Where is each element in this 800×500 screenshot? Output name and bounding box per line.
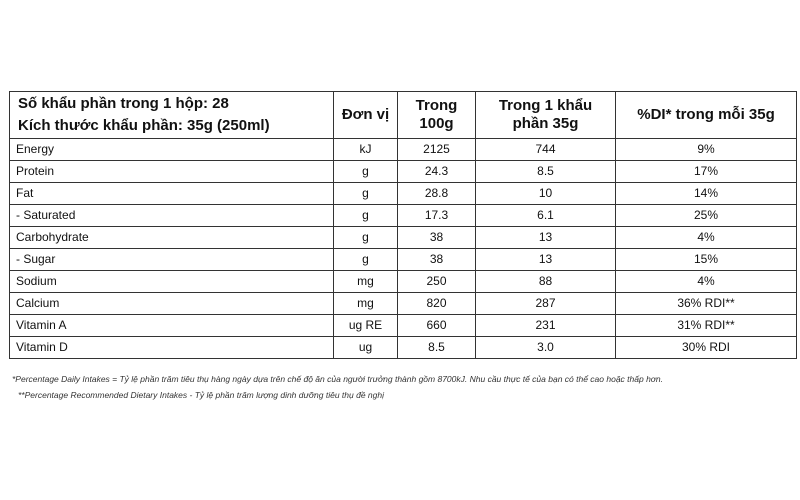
footnote-rdi: **Percentage Recommended Dietary Intakes - Tỷ lệ phần trăm lượng dinh dưỡng tiêu thụ đề nghị xyxy=(18,390,384,400)
nutrient-name: Carbohydrate xyxy=(10,227,334,249)
di-cell: 4% xyxy=(616,227,797,249)
per-serving-cell: 6.1 xyxy=(476,205,616,227)
per100g-cell: 660 xyxy=(398,315,476,337)
per-serving-cell: 8.5 xyxy=(476,161,616,183)
per-serving-cell: 10 xyxy=(476,183,616,205)
table-row xyxy=(10,205,797,227)
per-serving-cell: 3.0 xyxy=(476,337,616,359)
unit-cell: g xyxy=(334,205,398,227)
table-row xyxy=(10,315,797,337)
per-serving-cell: 88 xyxy=(476,271,616,293)
per100g-cell: 17.3 xyxy=(398,205,476,227)
nutrient-name: - Saturated xyxy=(10,205,334,227)
unit-cell: ug xyxy=(334,337,398,359)
table-row xyxy=(10,139,797,161)
nutrition-table-container xyxy=(9,91,796,359)
per-serving-header: Trong 1 khẩu phần 35g xyxy=(476,92,616,139)
table-row xyxy=(10,271,797,293)
per100g-cell: 2125 xyxy=(398,139,476,161)
di-cell: 30% RDI xyxy=(616,337,797,359)
di-cell: 9% xyxy=(616,139,797,161)
per100g-cell: 820 xyxy=(398,293,476,315)
footnote-daily-intake: *Percentage Daily Intakes = Tỷ lệ phần trăm tiêu thụ hàng ngày dựa trên chế độ ăn của người trưởng thành gồm 8700kJ. Nhu cầu thực tế của bạn có thể cao hoặc thấp hơn. xyxy=(12,374,664,384)
per100g-cell: 38 xyxy=(398,227,476,249)
unit-cell: g xyxy=(334,183,398,205)
per100g-cell: 28.8 xyxy=(398,183,476,205)
per-serving-cell: 13 xyxy=(476,249,616,271)
unit-cell: g xyxy=(334,161,398,183)
header-row xyxy=(10,92,797,139)
di-cell: 4% xyxy=(616,271,797,293)
table-row xyxy=(10,249,797,271)
per100g-cell: 38 xyxy=(398,249,476,271)
unit-cell: mg xyxy=(334,293,398,315)
di-header: %DI* trong mỗi 35g xyxy=(616,92,797,139)
unit-cell: g xyxy=(334,227,398,249)
table-row xyxy=(10,183,797,205)
unit-cell: mg xyxy=(334,271,398,293)
nutrient-name: Fat xyxy=(10,183,334,205)
serving-info-header xyxy=(10,92,334,139)
servings-per-box: Số khẩu phần trong 1 hộp: 28 xyxy=(18,95,229,112)
per-serving-cell: 13 xyxy=(476,227,616,249)
nutrient-name: Vitamin A xyxy=(10,315,334,337)
per-serving-cell: 231 xyxy=(476,315,616,337)
table-row xyxy=(10,337,797,359)
di-cell: 25% xyxy=(616,205,797,227)
per-serving-cell: 744 xyxy=(476,139,616,161)
nutrition-table xyxy=(9,91,797,359)
nutrient-name: Sodium xyxy=(10,271,334,293)
table-row xyxy=(10,227,797,249)
unit-header: Đơn vị xyxy=(334,92,398,139)
nutrient-name: Vitamin D xyxy=(10,337,334,359)
nutrient-name: Calcium xyxy=(10,293,334,315)
per100g-header: Trong 100g xyxy=(398,92,476,139)
table-row xyxy=(10,293,797,315)
unit-cell: g xyxy=(334,249,398,271)
di-cell: 17% xyxy=(616,161,797,183)
di-cell: 31% RDI** xyxy=(616,315,797,337)
di-cell: 14% xyxy=(616,183,797,205)
per100g-cell: 24.3 xyxy=(398,161,476,183)
di-cell: 36% RDI** xyxy=(616,293,797,315)
serving-size: Kích thước khẩu phần: 35g (250ml) xyxy=(18,117,270,134)
nutrient-name: - Sugar xyxy=(10,249,334,271)
unit-cell: ug RE xyxy=(334,315,398,337)
nutrient-name: Protein xyxy=(10,161,334,183)
table-row xyxy=(10,161,797,183)
unit-cell: kJ xyxy=(334,139,398,161)
nutrient-name: Energy xyxy=(10,139,334,161)
per100g-cell: 8.5 xyxy=(398,337,476,359)
di-cell: 15% xyxy=(616,249,797,271)
per-serving-cell: 287 xyxy=(476,293,616,315)
per100g-cell: 250 xyxy=(398,271,476,293)
